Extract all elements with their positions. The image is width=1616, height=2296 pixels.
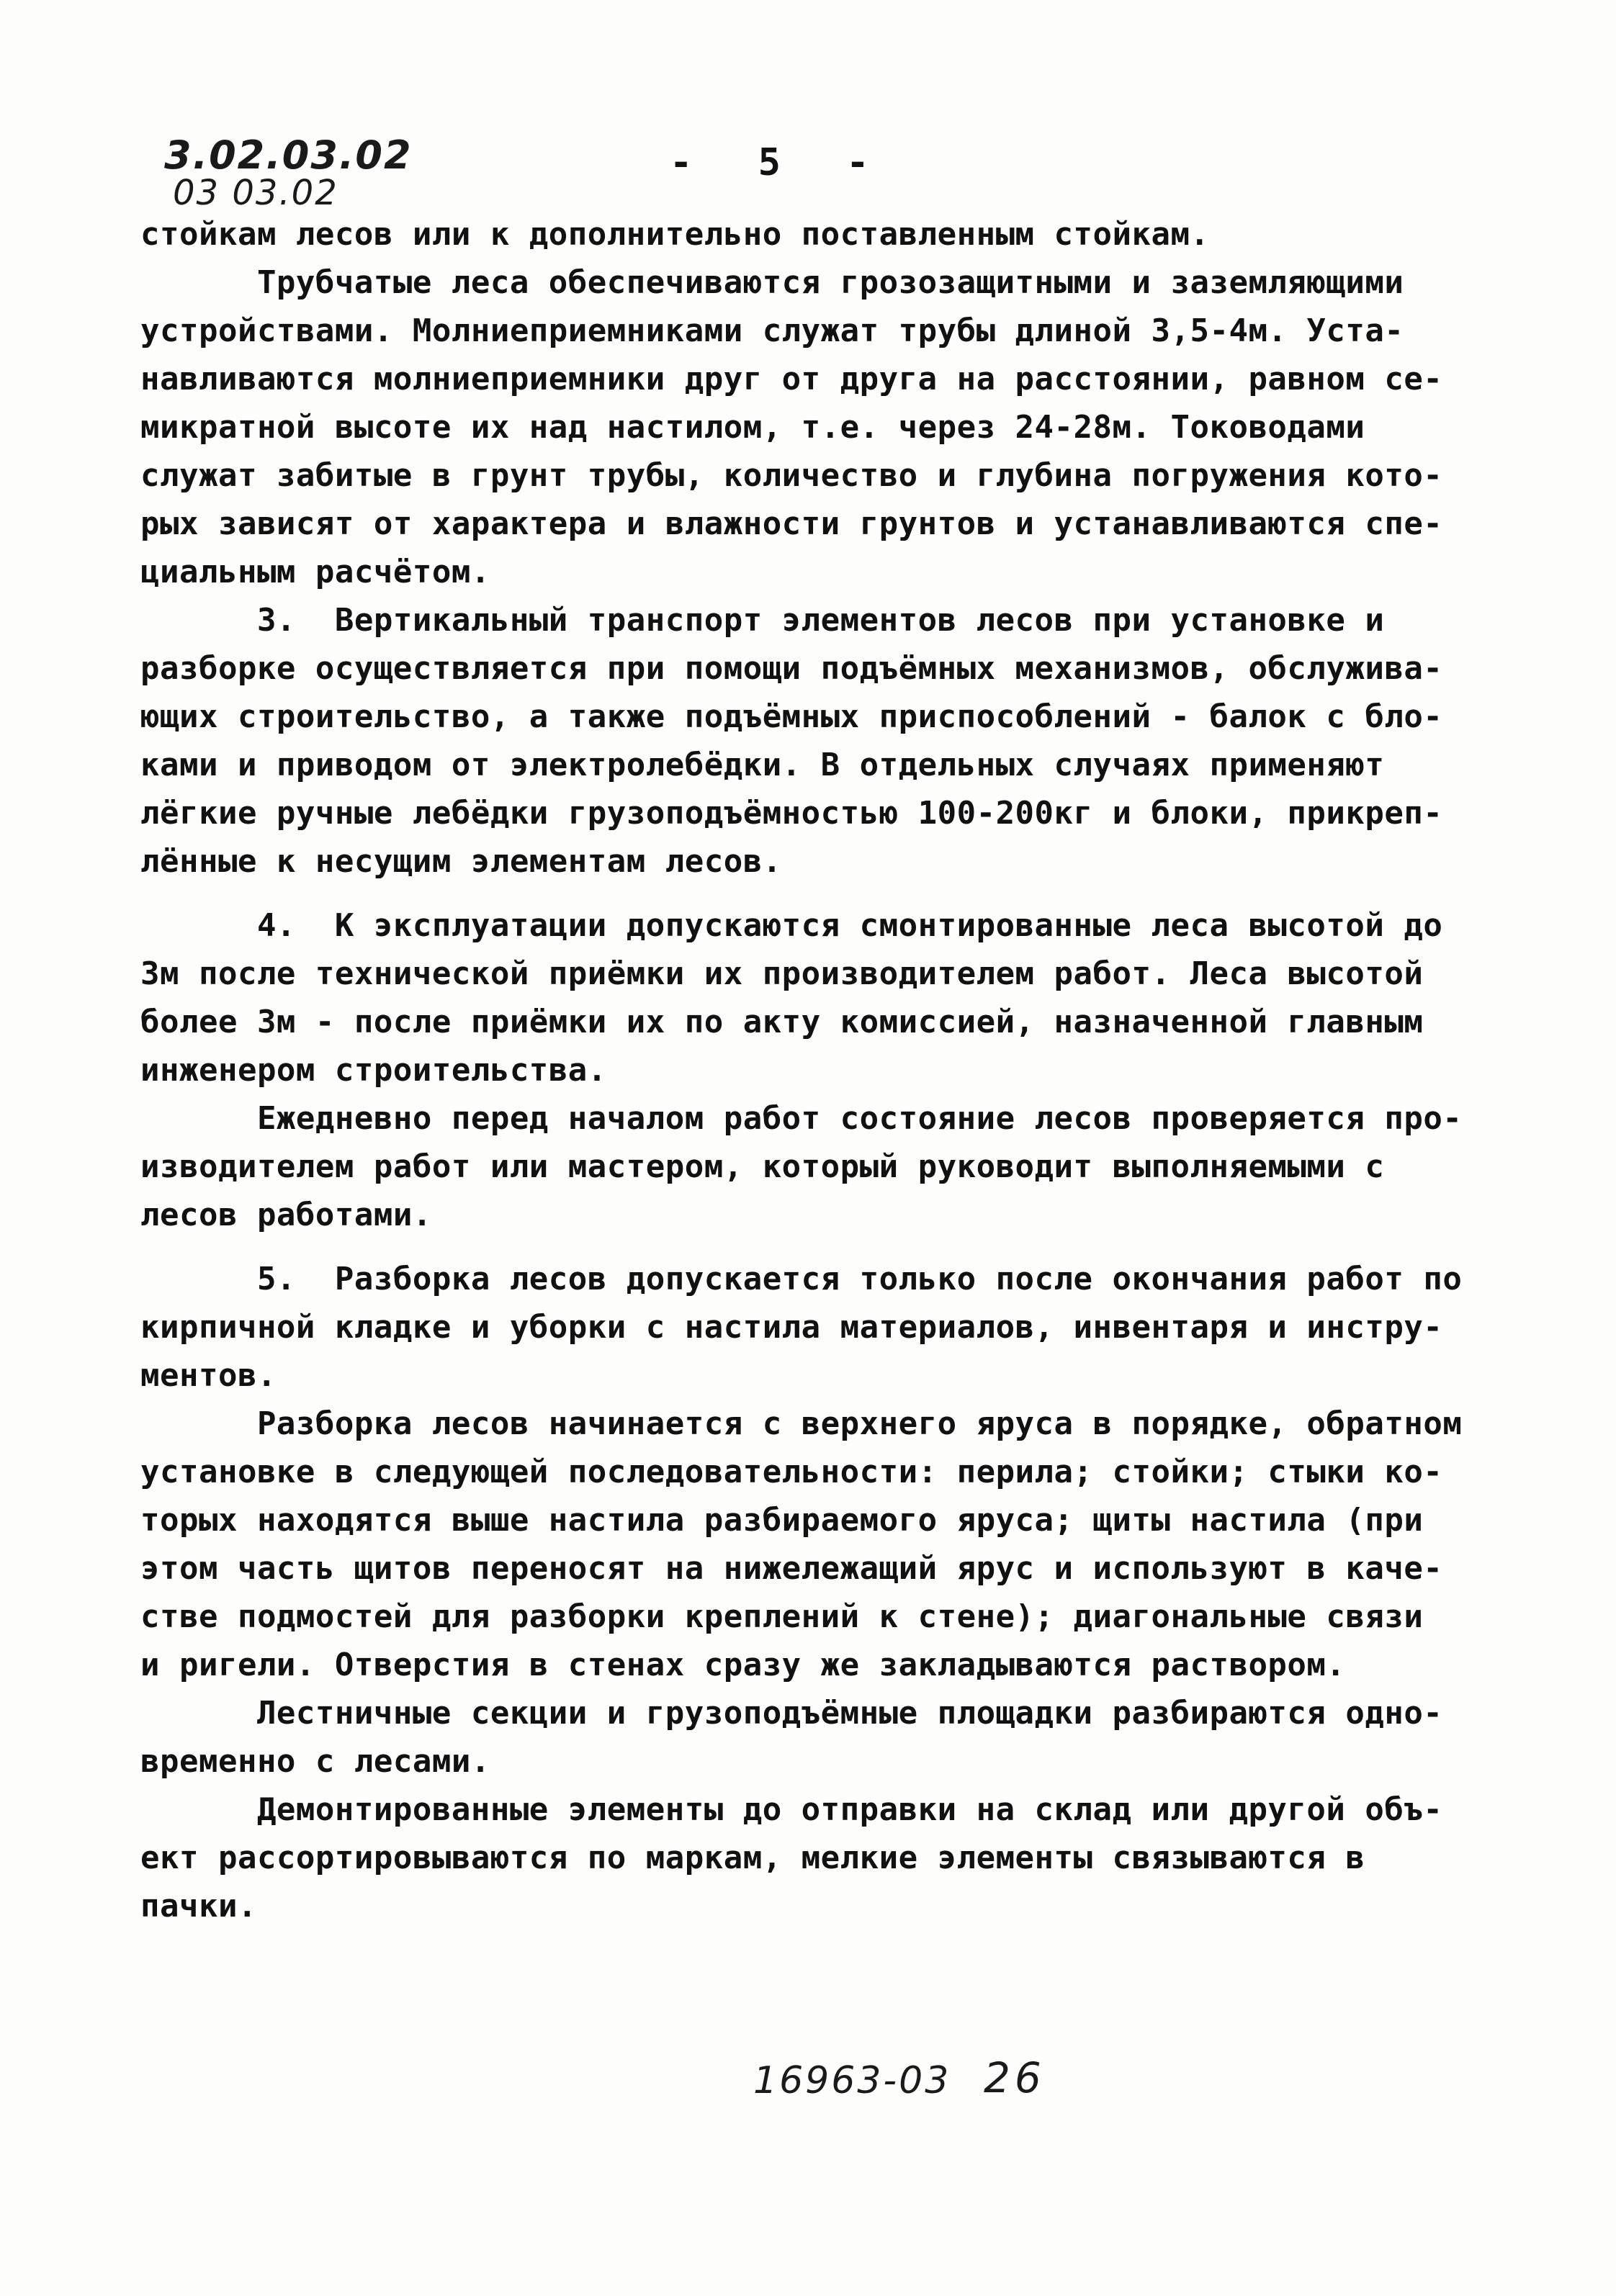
text-line: установке в следующей последовательности: перила; стойки; стыки ко- xyxy=(140,1454,1443,1490)
paragraph-gap xyxy=(140,1239,1480,1255)
footer-document-code: 16963-03 xyxy=(753,2059,951,2102)
text-line: 3. Вертикальный транспорт элементов лесов при установке и xyxy=(140,602,1385,639)
text-line: Трубчатые леса обеспечиваются грозозащитными и заземляющими xyxy=(140,264,1404,301)
text-line: служат забитые в грунт трубы, количество и глубина погружения кото- xyxy=(140,457,1443,494)
text-line: инженером строительства. xyxy=(140,1052,607,1089)
text-line: этом часть щитов переносят на нижележащий ярус и используют в каче- xyxy=(140,1550,1443,1587)
document-code-handwritten: 3.02.03.02 xyxy=(164,132,413,178)
page-number: - 5 - xyxy=(670,141,891,184)
text-line: ект рассортировываются по маркам, мелкие элементы связываются в xyxy=(140,1840,1365,1876)
text-line: Разборка лесов начинается с верхнего яруса в порядке, обратном xyxy=(140,1405,1463,1442)
body-text xyxy=(140,210,1480,1930)
text-line: изводителем работ или мастером, который руководит выполняемыми с xyxy=(140,1148,1385,1185)
text-line: торых находятся выше настила разбираемого яруса; щиты настила (при xyxy=(140,1502,1424,1539)
text-line: кирпичной кладке и уборки с настила материалов, инвентаря и инстру- xyxy=(140,1309,1443,1346)
text-line: навливаются молниеприемники друг от друга на расстоянии, равном се- xyxy=(140,361,1443,397)
paragraph-gap xyxy=(140,886,1480,901)
text-line: Лестничные секции и грузоподъёмные площадки разбираются одно- xyxy=(140,1695,1443,1732)
text-line: пачки. xyxy=(140,1888,257,1924)
text-line: Ежедневно перед началом работ состояние лесов проверяется про- xyxy=(140,1100,1463,1137)
text-line: разборке осуществляется при помощи подъёмных механизмов, обслужива- xyxy=(140,650,1443,687)
text-line: более 3м - после приёмки их по акту комиссией, назначенной главным xyxy=(140,1004,1424,1040)
text-line: и ригели. Отверстия в стенах сразу же закладываются раствором. xyxy=(140,1647,1346,1683)
text-line: лёгкие ручные лебёдки грузоподъёмностью 100-200кг и блоки, прикреп- xyxy=(140,795,1443,832)
text-line: стойкам лесов или к дополнительно поставленным стойкам. xyxy=(140,216,1210,253)
text-line: лесов работами. xyxy=(140,1197,432,1233)
text-line: рых зависят от характера и влажности грунтов и устанавливаются спе- xyxy=(140,505,1443,542)
text-line: ментов. xyxy=(140,1357,277,1394)
text-line: устройствами. Молниеприемниками служат трубы длиной 3,5-4м. Уста- xyxy=(140,312,1404,349)
text-line: ками и приводом от электролебёдки. В отдельных случаях применяют xyxy=(140,747,1385,783)
text-line: временно с лесами. xyxy=(140,1743,490,1780)
text-line: 4. К эксплуатации допускаются смонтированные леса высотой до xyxy=(140,907,1443,944)
text-line: ющих строительство, а также подъёмных приспособлений - балок с бло- xyxy=(140,698,1443,735)
document-code-secondary: 03 03.02 xyxy=(173,173,338,213)
text-line: стве подмостей для разборки креплений к стене); диагональные связи xyxy=(140,1598,1424,1635)
text-line: микратной высоте их над настилом, т.е. через 24-28м. Тоководами xyxy=(140,409,1365,446)
text-line: Демонтированные элементы до отправки на склад или другой объ- xyxy=(140,1791,1443,1828)
text-line: 3м после технической приёмки их производителем работ. Леса высотой xyxy=(140,955,1424,992)
footer-sheet-number: 26 xyxy=(984,2053,1046,2102)
text-line: 5. Разборка лесов допускается только после окончания работ по xyxy=(140,1261,1463,1297)
text-line: циальным расчётом. xyxy=(140,554,490,590)
text-line: лённые к несущим элементам лесов. xyxy=(140,843,782,880)
